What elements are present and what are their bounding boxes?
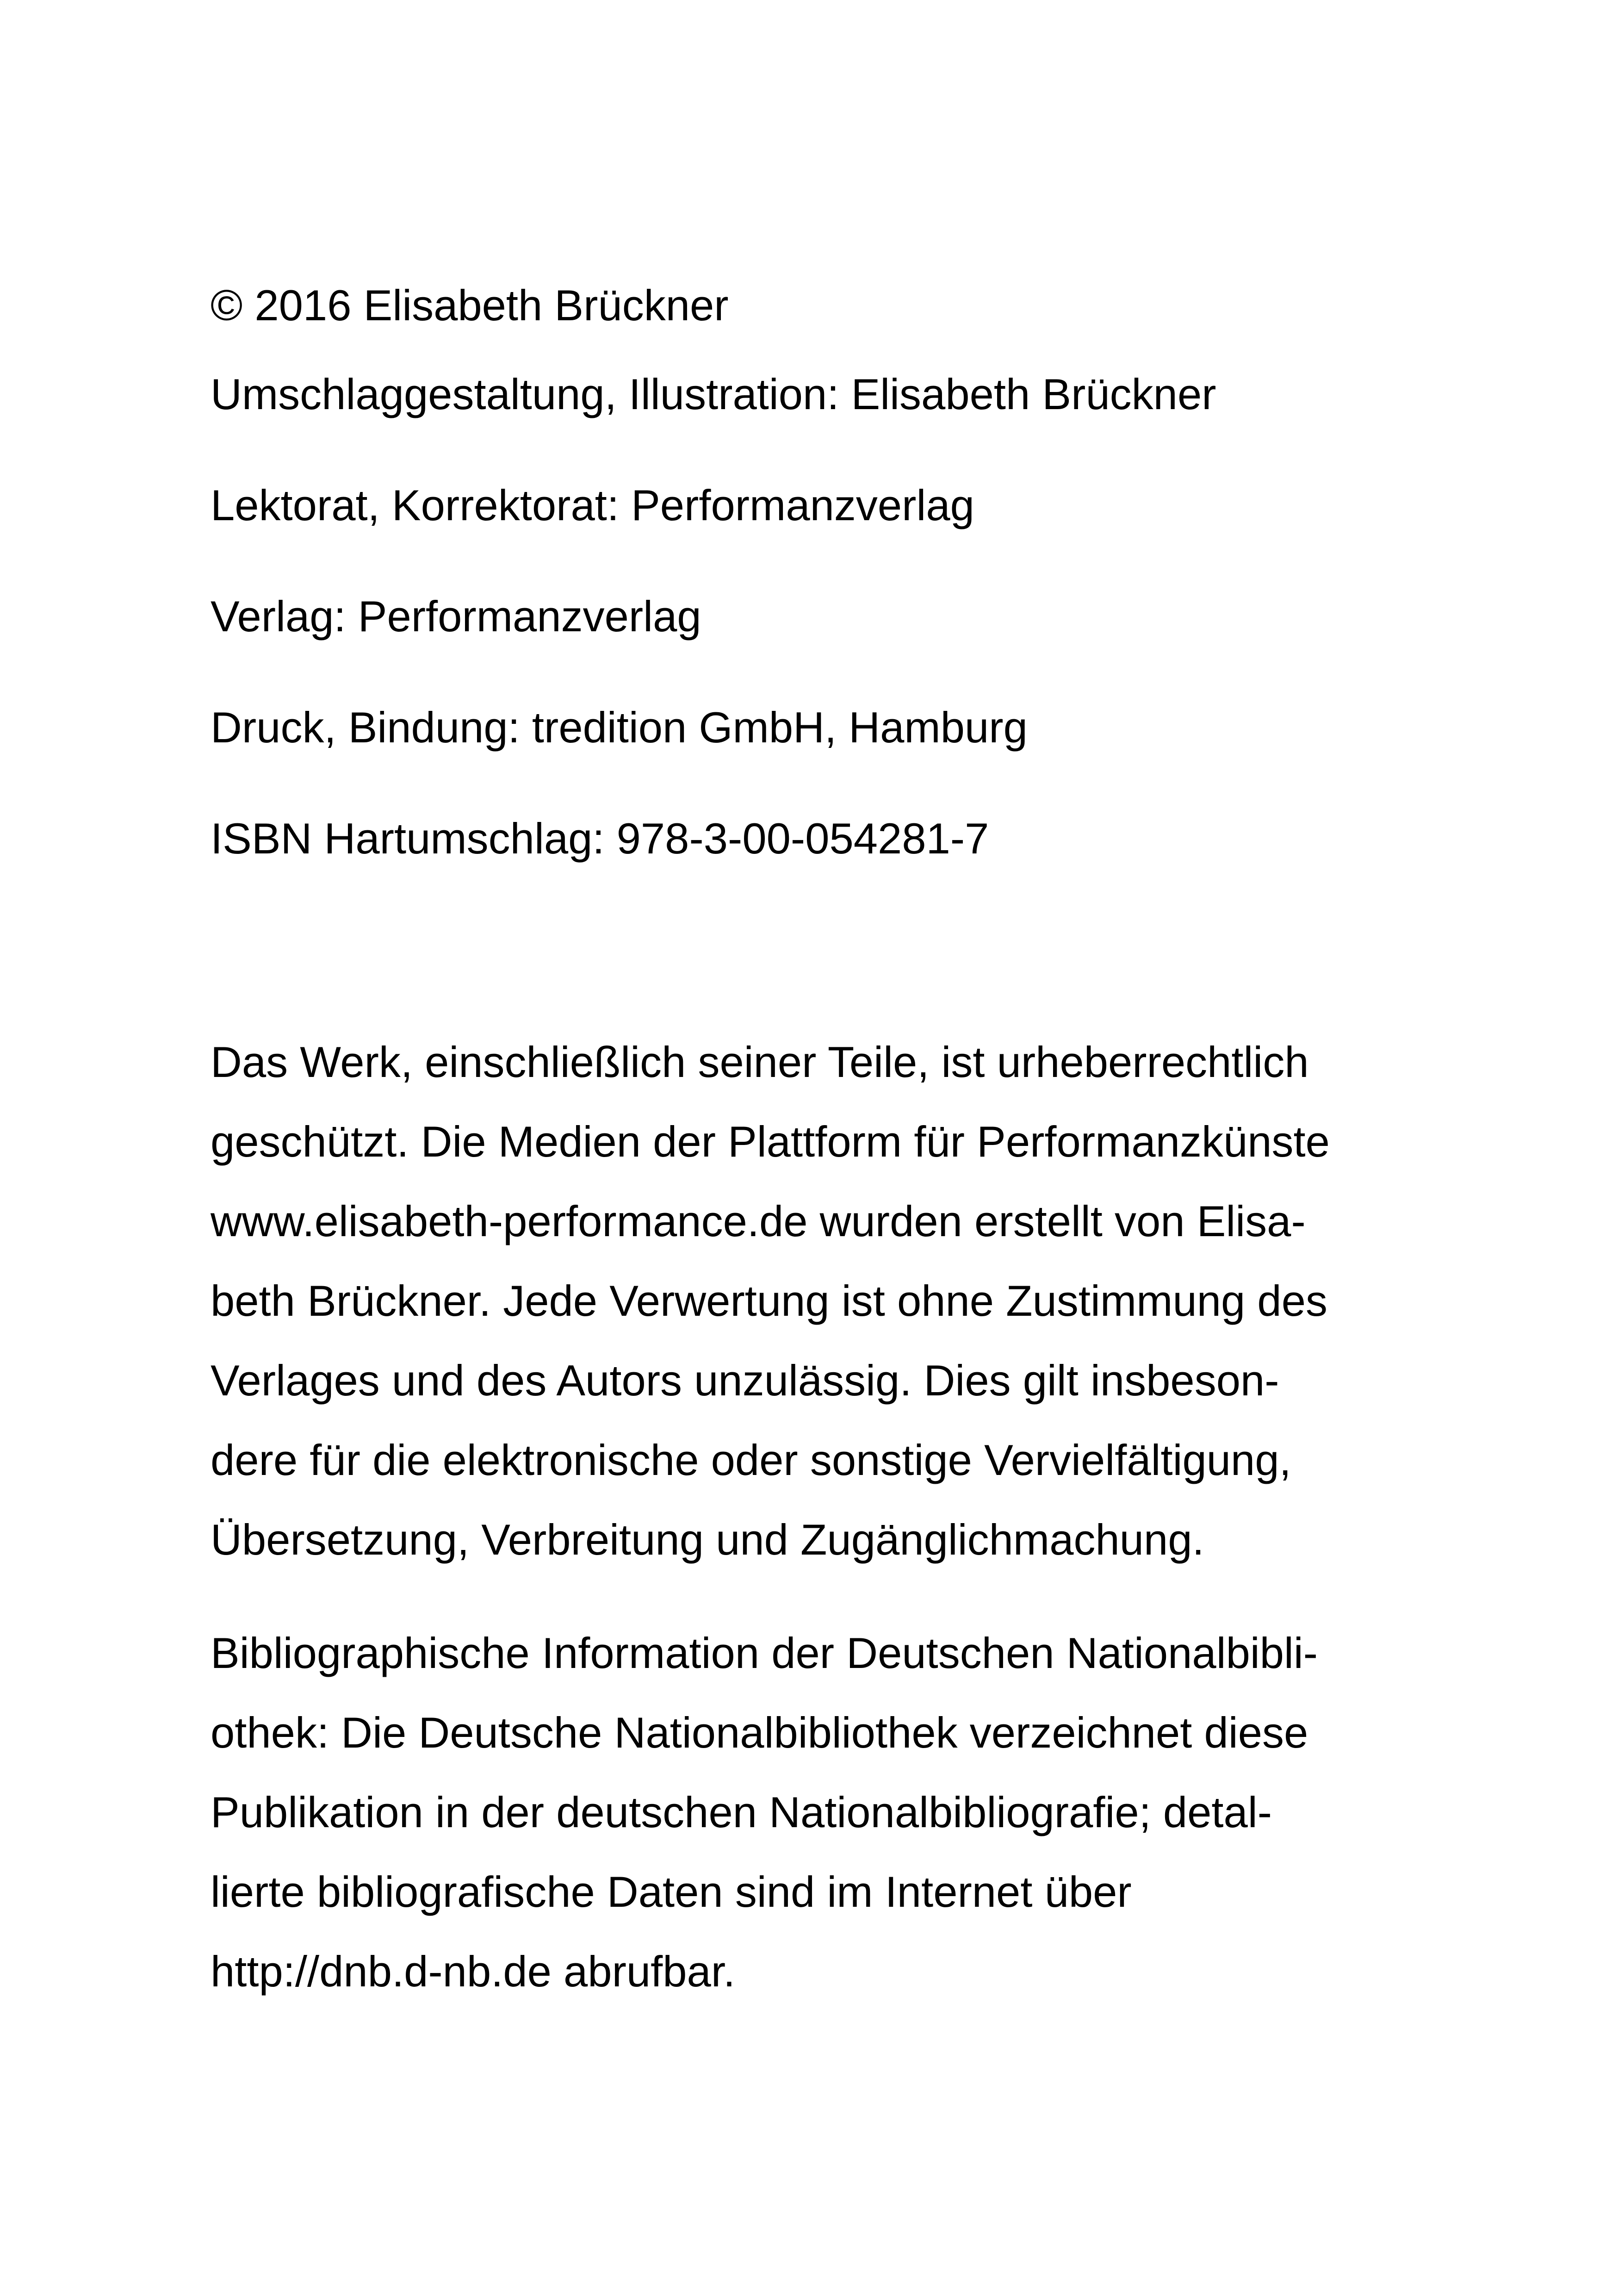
bibliographic-info-line: Bibliographische Information der Deutschen Nationalbibli-	[211, 1629, 1318, 1677]
rights-notice-line: www.elisabeth-performance.de wurden erstellt von Elisa-	[211, 1197, 1306, 1245]
bibliographic-info-line: lierte bibliografische Daten sind im Internet über	[211, 1867, 1132, 1916]
printing-line: Druck, Bindung: tredition GmbH, Hamburg	[211, 703, 1028, 752]
cover-design-line: Umschlaggestaltung, Illustration: Elisabeth Brückner	[211, 370, 1216, 418]
bibliographic-info-line: othek: Die Deutsche Nationalbibliothek verzeichnet diese	[211, 1708, 1308, 1757]
bibliographic-info-line: http://dnb.d-nb.de abrufbar.	[211, 1947, 736, 1996]
copyright-line: © 2016 Elisabeth Brückner	[211, 281, 729, 330]
bibliographic-info-line: Publikation in der deutschen Nationalbibliografie; detal-	[211, 1788, 1272, 1836]
rights-notice-line: Das Werk, einschließlich seiner Teile, ist urheberrechtlich	[211, 1038, 1309, 1086]
rights-notice-line: Übersetzung, Verbreitung und Zugänglichmachung.	[211, 1515, 1204, 1564]
editing-line: Lektorat, Korrektorat: Performanzverlag	[211, 481, 974, 529]
rights-notice-line: beth Brückner. Jede Verwertung ist ohne Zustimmung des	[211, 1276, 1327, 1325]
isbn-line: ISBN Hartumschlag: 978-3-00-054281-7	[211, 814, 989, 863]
rights-notice-line: Verlages und des Autors unzulässig. Dies gilt insbeson-	[211, 1356, 1279, 1405]
publisher-line: Verlag: Performanzverlag	[211, 592, 701, 641]
rights-notice-line: geschützt. Die Medien der Plattform für Performanzkünste	[211, 1117, 1330, 1166]
rights-notice-line: dere für die elektronische oder sonstige Vervielfältigung,	[211, 1436, 1291, 1484]
